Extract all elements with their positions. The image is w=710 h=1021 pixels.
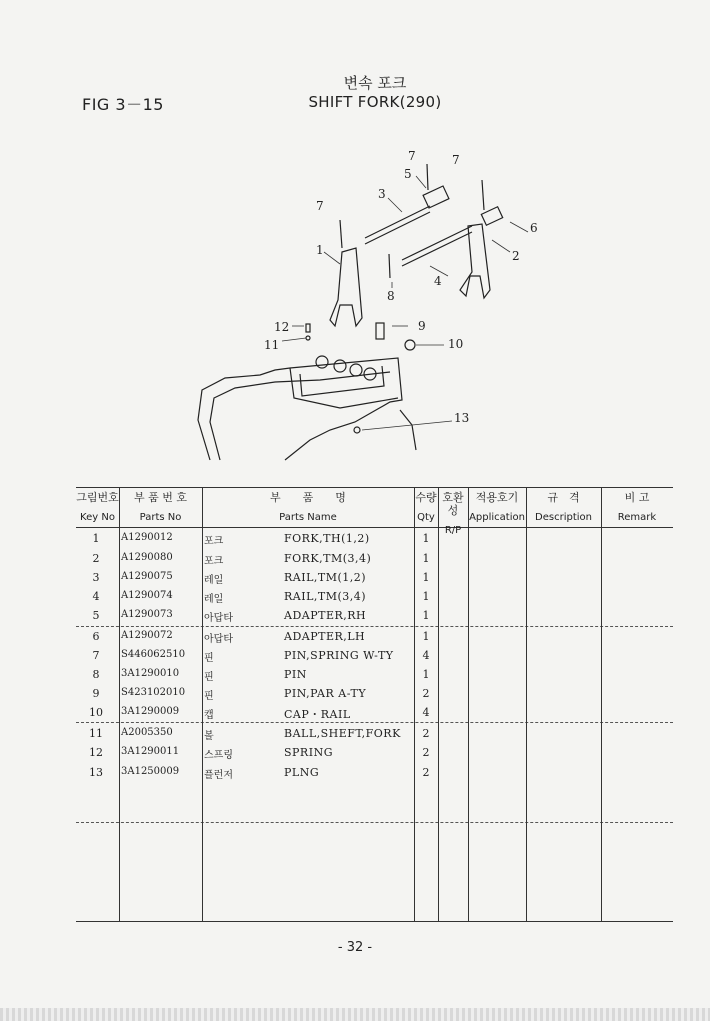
quantity: 1 — [422, 532, 430, 545]
part-no: A1290080 — [121, 552, 173, 563]
quantity: 1 — [422, 630, 430, 643]
part-no: 3A1290009 — [121, 706, 180, 717]
table-row — [76, 627, 673, 647]
part-name: RAIL,TM(3,4) — [284, 590, 367, 603]
header-desc-ko: 규 격 — [547, 491, 580, 504]
part-name: PLNG — [284, 766, 320, 779]
part-name-korean: 플런저 — [204, 770, 233, 781]
header-key-en: Key No — [80, 512, 115, 523]
rail-4 — [402, 226, 472, 260]
callout-7c: 7 — [316, 199, 324, 213]
part-name-korean: 핀 — [204, 672, 214, 683]
callout-5: 5 — [404, 167, 412, 181]
key-no: 3 — [92, 571, 100, 584]
adapter-5 — [423, 186, 449, 208]
key-no: 2 — [92, 552, 100, 565]
header-app-en: Application — [469, 512, 525, 523]
quantity: 2 — [422, 727, 430, 740]
housing — [198, 358, 402, 460]
callout-7a: 7 — [408, 149, 416, 163]
table-row — [76, 568, 673, 588]
part-no: A1290073 — [121, 609, 173, 620]
parts-table — [76, 487, 673, 922]
part-name: CAP・RAIL — [284, 708, 351, 721]
part-name: RAIL,TM(1,2) — [284, 571, 367, 584]
scan-edge — [0, 1008, 710, 1021]
part-no: 3A1290010 — [121, 668, 180, 679]
callout-9: 9 — [418, 319, 426, 333]
header-key-ko: 그림번호 — [76, 491, 119, 504]
key-no: 9 — [92, 687, 100, 700]
part-name-korean: 스프링 — [204, 750, 233, 761]
part-no: 3A1290011 — [121, 746, 180, 757]
part-name-korean: 캡 — [204, 710, 214, 721]
part-name: ADAPTER,LH — [284, 630, 366, 643]
plunger-13 — [354, 427, 360, 433]
quantity: 1 — [422, 668, 430, 681]
callout-2: 2 — [512, 249, 520, 263]
header-rp-en: R/P — [444, 525, 462, 536]
header-qty-ko: 수량 — [415, 491, 437, 504]
pin-8 — [389, 254, 390, 278]
quantity: 1 — [422, 571, 430, 584]
part-name-korean: 볼 — [204, 731, 214, 742]
key-no: 13 — [89, 766, 103, 779]
header-part-en: Parts No — [139, 512, 182, 523]
table-row — [76, 529, 673, 549]
key-no: 1 — [92, 532, 100, 545]
header-desc-en: Description — [535, 512, 592, 523]
part-name: FORK,TH(1,2) — [284, 532, 370, 545]
callout-1: 1 — [316, 243, 324, 257]
table-row — [76, 743, 673, 763]
quantity: 2 — [422, 746, 430, 759]
quantity: 1 — [422, 552, 430, 565]
callout-13: 13 — [454, 411, 470, 425]
part-no: S423102010 — [121, 687, 186, 698]
part-name: BALL,SHEFT,FORK — [284, 727, 401, 740]
part-name-korean: 레일 — [204, 575, 224, 586]
callout-11: 11 — [264, 338, 280, 352]
callout-7b: 7 — [452, 153, 460, 167]
part-name-korean: 포크 — [204, 536, 224, 547]
key-no: 6 — [92, 630, 100, 643]
table-row — [76, 703, 673, 723]
callout-8: 8 — [387, 289, 395, 303]
quantity: 1 — [422, 609, 430, 622]
part-name-korean: 아답타 — [204, 634, 233, 645]
header-name-ko: 부 품 명 — [270, 491, 346, 504]
header-qty-en: Qty — [417, 512, 435, 523]
spring-12 — [306, 324, 310, 332]
callout-12: 12 — [274, 320, 290, 334]
part-name: PIN — [284, 668, 307, 681]
pin-9 — [376, 323, 384, 339]
callout-10: 10 — [448, 337, 464, 351]
part-name: FORK,TM(3,4) — [284, 552, 372, 565]
figure-label: FIG 3－15 — [82, 95, 164, 114]
part-no: A2005350 — [121, 727, 173, 738]
table-row — [76, 646, 673, 666]
table-row — [76, 549, 673, 569]
header-rp-ko: 호환성 — [442, 491, 464, 517]
ball-11 — [306, 336, 310, 340]
key-no: 11 — [89, 727, 103, 740]
part-name: PIN,SPRING W-TY — [284, 649, 394, 662]
part-no: 3A1250009 — [121, 766, 180, 777]
key-no: 8 — [92, 668, 100, 681]
key-no: 7 — [92, 649, 100, 662]
table-row — [76, 763, 673, 783]
table-row — [76, 724, 673, 744]
key-no: 5 — [92, 609, 100, 622]
header-part-ko: 부 품 번 호 — [134, 491, 187, 504]
callout-6: 6 — [530, 221, 538, 235]
table-row — [76, 665, 673, 685]
part-no: A1290012 — [121, 532, 173, 543]
part-name: ADAPTER,RH — [284, 609, 367, 622]
part-name: SPRING — [284, 746, 333, 759]
table-row — [76, 606, 673, 626]
shift-fork-diagram — [180, 140, 560, 470]
header-remark-ko: 비 고 — [624, 491, 650, 504]
part-name-korean: 아답타 — [204, 613, 233, 624]
title-english: SHIFT FORK(290) — [308, 93, 442, 111]
part-no: S446062510 — [121, 649, 186, 660]
header-remark-en: Remark — [617, 512, 657, 523]
key-no: 4 — [92, 590, 100, 603]
table-row — [76, 587, 673, 607]
callout-4: 4 — [434, 274, 442, 288]
rail-3 — [365, 206, 430, 238]
quantity: 2 — [422, 766, 430, 779]
part-name-korean: 레일 — [204, 594, 224, 605]
header-app-ko: 적용호기 — [475, 491, 519, 504]
part-no: A1290074 — [121, 590, 173, 601]
part-name-korean: 핀 — [204, 653, 214, 664]
pin-7c — [482, 180, 484, 210]
table-row — [76, 684, 673, 704]
quantity: 2 — [422, 687, 430, 700]
pin-7a — [340, 220, 342, 248]
quantity: 1 — [422, 590, 430, 603]
callout-3: 3 — [378, 187, 386, 201]
part-name: PIN,PAR A-TY — [284, 687, 367, 700]
header-name-en: Parts Name — [279, 512, 337, 523]
cap-10 — [405, 340, 415, 350]
quantity: 4 — [422, 706, 430, 719]
page-number: - 32 - — [337, 940, 373, 955]
quantity: 4 — [422, 649, 430, 662]
key-no: 10 — [89, 706, 103, 719]
part-name-korean: 포크 — [204, 556, 224, 567]
key-no: 12 — [89, 746, 103, 759]
part-name-korean: 핀 — [204, 691, 214, 702]
part-no: A1290075 — [121, 571, 173, 582]
pin-7b — [427, 164, 428, 190]
title-korean: 변속 포크 — [343, 74, 407, 92]
part-no: A1290072 — [121, 630, 173, 641]
